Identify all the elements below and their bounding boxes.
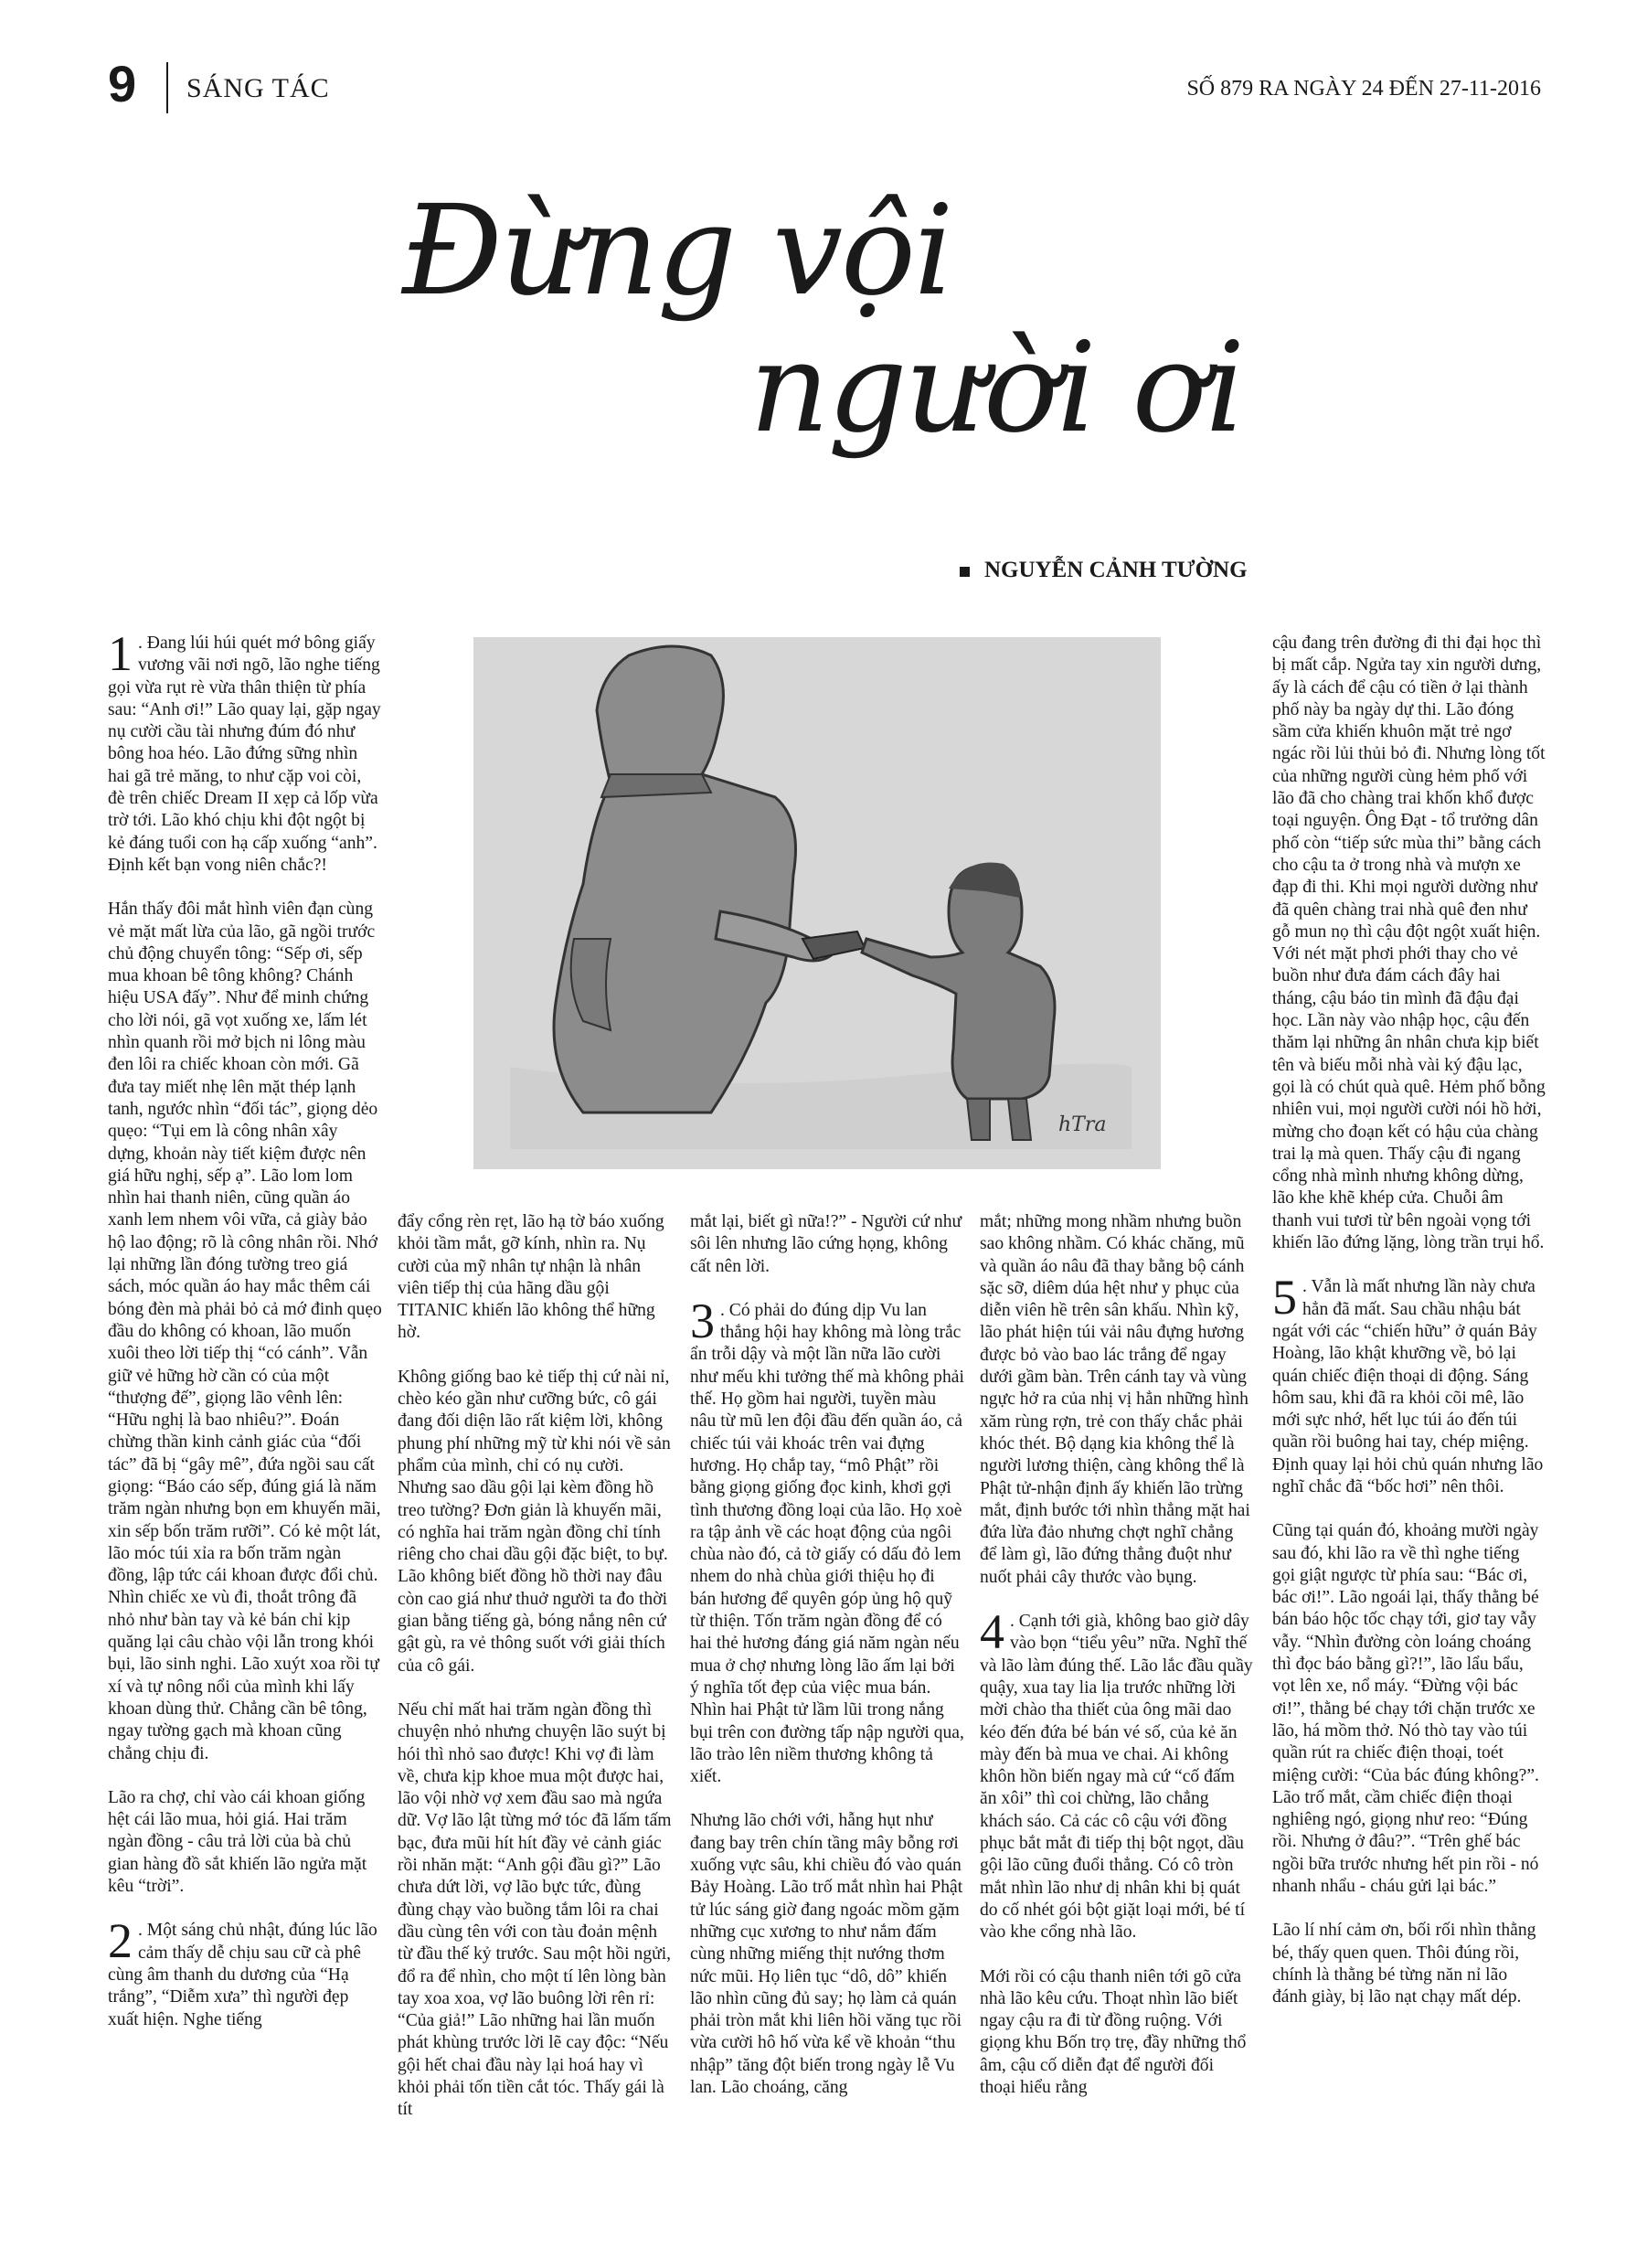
text-column-2 [398, 1211, 672, 2208]
text-column-1 [108, 633, 382, 2205]
article-illustration [473, 637, 1161, 1169]
paragraph: mắt; những mong nhầm nhưng buồn sao không nhầm. Có khác chăng, mũ và quần áo nâu đã thay bằng bộ cánh sặc sỡ, diêm dúa hệt như y phục của diễn viên hề trên sân khấu. Nhìn kỹ, lão phát hiện túi vải nâu đựng hương được bỏ vào bao lác trắng để ngay dưới gầm bàn. Trên cánh tay và vùng ngực hở ra của nhị vị hẳn những hình xăm rùng rợn, trẻ con thấy chắc phải khóc thét. Bộ dạng kia không thể là người lương thiện, càng không thể là Phật tử-nhận định ấy khiến lão trừng mắt, định bước tới nhìn thẳng mặt hai đứa lừa đảo nhưng chợt nghĩ chẳng để làm gì, lão đứng thẳng đuột như nuốt phải cây thước vào bụng. [980, 1212, 1250, 1587]
dropcap-number: 5 [1272, 1270, 1297, 1326]
paragraph: 4 . Cạnh tới già, không bao giờ dây vào bọn “tiểu yêu” nữa. Nghĩ thế và lão làm đúng thế. Lão lắc đầu quầy quậy, xua tay lia lịa trước những lời mời chào tha thiết của ông mãi dao kéo đến đứa bé bán vé số, của kẻ ăn mày đến bà mua ve chai. Ai không khôn hồn biến ngay mà cứ “cố đấm ăn xôi” thì coi chừng, lão chẳng khách sáo. Cả các cô cậu với đồng phục bắt mắt đi tiếp thị bột ngọt, dầu gội lão cũng đuổi thẳng. Có cô tròn mắt nhìn lão như dị nhân khi bị quát do cố nhét gói bột giặt loại mới, bé tí vào khe cổng nhà lão. [980, 1604, 1253, 1943]
paragraph: đẩy cổng rèn rẹt, lão hạ tờ báo xuống khỏi tầm mắt, gỡ kính, nhìn ra. Nụ cười của mỹ nhân tự nhận là nhân viên tiếp thị của hãng dầu gội TITANIC khiến lão không thể hững hờ. [398, 1212, 664, 1343]
paragraph: Mới rồi có cậu thanh niên tới gõ cửa nhà lão kêu cứu. Thoạt nhìn lão biết ngay cậu ra đi từ đồng ruộng. Với giọng khu Bốn trọ trẹ, đầy những thổ âm, cậu cố diễn đạt để người đối thoại hiểu rằng [980, 1966, 1247, 2097]
page-header [108, 57, 1541, 121]
dropcap-number: 4 [980, 1604, 1004, 1660]
article-title [402, 179, 1316, 461]
byline-square-icon [960, 567, 970, 577]
text-column-5 [1272, 633, 1546, 2205]
paragraph: Lão lí nhí cảm ơn, bối rối nhìn thằng bé, thấy quen quen. Thôi đúng rồi, chính là thằng bé từng năn nỉ lão đánh giày, bị lão nạt chạy mất dép. [1272, 1921, 1536, 2007]
text-column-4 [980, 1211, 1254, 2208]
paragraph: 2 . Một sáng chủ nhật, đúng lúc lão cảm thấy dễ chịu sau cữ cà phê cùng âm thanh du dương của “Hạ trắng”, “Diễm xưa” thì người đẹp xuất hiện. Nghe tiếng [108, 1913, 377, 2029]
author-name: NGUYỄN CẢNH TƯỜNG [984, 558, 1248, 582]
section-name: SÁNG TÁC [186, 73, 330, 103]
page-number: 9 [108, 55, 137, 112]
text-column-3 [690, 1211, 964, 2208]
dropcap-number: 1 [108, 633, 133, 681]
title-line-2: người ơi [749, 316, 1244, 461]
dropcap-number: 2 [108, 1913, 133, 1969]
byline [960, 558, 1248, 583]
header-divider [166, 62, 168, 113]
paragraph: Hắn thấy đôi mắt hình viên đạn cùng vẻ mặt mất lừa của lão, gã ngồi trước chủ động chuyển tông: “Sếp ơi, sếp mua khoan bê tông không? Chánh hiệu USA đấy”. Như để minh chứng cho lời nói, gã vọt xuống xe, lấm lét nhìn quanh rồi mở bịch ni lông màu đen lôi ra chiếc khoan còn mới. Gã đưa tay miết nhẹ lên mặt thép lạnh tanh, ngước nhìn “đối tác”, giọng dẻo quẹo: “Tụi em là công nhân xây dựng, khoản này tiết kiệm được nên giá hữu nghị, sếp ạ”. Lão lom lom nhìn hai thanh niên, cũng quần áo xanh lem nhem vôi vữa, cả giày bảo hộ lao động; rõ là công nhân rồi. Nhớ lại những lần đóng tường treo giá sách, móc quần áo hay mắc thêm cái bóng đèn mà phải bỏ cả mớ đinh quẹo đầu do không có khoan, lão muốn xuôi theo lời tiếp thị “có cánh”. Vẫn giữ vẻ hững hờ cần có của một “thượng đế”, giọng lão vênh lên: “Hữu nghị là bao nhiêu?”. Đoán chừng thần kinh cảnh giác của “đối tác” đã bị “gây mê”, đứa ngồi sau cất giọng: “Báo cáo sếp, đúng giá là năm trăm ngàn nhưng bọn em khuyến mãi, xin sếp bốn trăm rưỡi”. Có kẻ một lát, lão móc túi xỉa ra bốn trăm ngàn đồng, lập tức cái khoan được đổi chủ. Nhìn chiếc xe vù đi, thoắt trông đã nhỏ như bàn tay và kẻ bán chỉ kịp quăng lại câu chào vội lẫn trong khói bụi, lão sinh nghi. Lão xuýt xoa rồi tự xí và tự nông nổi của mình khi lấy khoan dùng thử. Chẳng cần bê tông, ngay tường gạch mà khoan cũng chẳng chịu đi. [108, 900, 382, 1763]
paragraph: mắt lại, biết gì nữa!?” - Người cứ như sôi lên nhưng lão cứng họng, không cất nên lời. [690, 1212, 962, 1276]
paragraph: cậu đang trên đường đi thi đại học thì bị mất cắp. Ngửa tay xin người dưng, ấy là cách để cậu có tiền ở lại thành phố này ba ngày dự thi. Lão đóng sầm cửa khiến khuôn mặt trẻ ngơ ngác rồi lủi thủi bỏ đi. Nhưng lòng tốt của những người cùng hẻm phố với lão đã cho chàng trai khốn khổ được toại nguyện. Ông Đạt - tổ trưởng dân phố còn “tiếp sức mùa thi” bằng cách cho cậu ta ở trong nhà và mượn xe đạp đi thi. Khi mọi người dường như đã quên chàng trai nhà quê đen như gỗ mun nọ thì cậu đột ngột xuất hiện. Với nét mặt phơi phới thay cho vẻ buồn như đưa đám cách đây hai tháng, cậu báo tin mình đã đậu đại học. Lần này vào nhập học, cậu đến thăm lại những ân nhân chưa kịp biết tên và biếu mỗi nhà vài ký đậu lạc, gọi là có chút quà quê. Hẻm phố bỗng nhiên vui, mọi người cười nói hồ hởi, mừng cho đoạn kết có hậu của chàng trai lạ mà quen. Thấy cậu đi ngang cổng nhà mình nhưng không dừng, lão khe khẽ khép cửa. Chuỗi âm thanh vui tươi từ bên ngoài vọng tới khiến lão đứng lặng, lòng trần trụi hổ. [1272, 634, 1546, 1253]
paragraph: Nhưng lão chới với, hẫng hụt như đang bay trên chín tầng mây bỗng rơi xuống vực sâu, khi chiều đó vào quán Bảy Hoàng. Lão trố mắt nhìn hai Phật tử lúc sáng giờ đang ngoác mồm gặm những cục xương to như nắm đấm cùng những miếng thịt nướng thơm nức mũi. Họ liên tục “dô, dô” khiến lão nhìn cũng đủ say; họ làm cả quán phải tròn mắt khi liên hồi văng tục rồi vừa cười hô hố vừa kể về khoản “thu nhập” tăng đột biến trong ngày lễ Vu lan. Lão choáng, căng [690, 1811, 963, 2097]
paragraph: Lão ra chợ, chỉ vào cái khoan giống hệt cái lão mua, hỏi giá. Hai trăm ngàn đồng - câu trả lời của bà chủ gian hàng đồ sắt khiến lão ngửa mặt kêu “trời”. [108, 1787, 367, 1897]
title-line-1: Đừng vội [402, 179, 952, 324]
paragraph: 3 . Có phải do đúng dịp Vu lan thắng hội hay không mà lòng trắc ẩn trỗi dậy và một lần nữa lão cười như mếu khi tưởng thế mà không phải thế. Họ gồm hai người, tuyền màu nâu từ mũ len đội đầu đến quần áo, cả chiếc túi vải khoác trên vai đựng hương. Họ chắp tay, “mô Phật” rồi bằng giọng giống đọc kinh, khơi gợi tình thương đồng loại của lão. Họ xoè ra tập ảnh về các hoạt động của ngôi chùa nào đó, cả tờ giấy có dấu đỏ lem nhem do nhà chùa giới thiệu họ đi bán hương để quyên góp ủng hộ quỹ từ thiện. Tốn trăm ngàn đồng để có hai thẻ hương đáng giá năm ngàn nếu mua ở chợ nhưng lòng lão ấm lại bởi ý nghĩa tốt đẹp của việc mua bán. Nhìn hai Phật tử lầm lũi trong nắng bụi trên con đường tấp nập người qua, lão trào lên niềm thương không tả xiết. [690, 1293, 964, 1787]
paragraph: Không giống bao kẻ tiếp thị cứ nài nỉ, chèo kéo gần như cưỡng bức, cô gái đang đối diện lão rất kiệm lời, không phung phí những mỹ từ khi nói về sản phẩm của mình, chỉ có nụ cười. Nhưng sao dầu gội lại kèm đồng hồ treo tường? Đơn giản là khuyến mãi, có nghĩa hai trăm ngàn đồng chỉ tính riêng cho chai dầu gội đặc biệt, to bự. Lão không biết đồng hồ thời nay đâu còn cao giá như thuở người ta đo thời gian bằng tiếng gà, bóng nắng nên cứ gật gù, ra vẻ thông suốt với giải thích của cô gái. [398, 1367, 671, 1676]
paragraph: 1 . Đang lúi húi quét mớ bông giấy vương vãi nơi ngõ, lão nghe tiếng gọi vừa rụt rè vừa thân thiện từ phía sau: “Anh ơi!” Lão quay lại, gặp ngay nụ cười cầu tài nhưng đúm đó như bông hoa héo. Lão đứng sững nhìn hai gã trẻ măng, to như cặp voi còi, đè trên chiếc Dream II xẹp cả lốp vừa trờ tới. Lão khó chịu khi đột ngột bị kẻ đáng tuổi con hạ cấp xuống “anh”. Định kết bạn vong niên chắc?! [108, 633, 381, 875]
illustration-signature: hTra [1058, 1113, 1107, 1136]
paragraph: Cũng tại quán đó, khoảng mười ngày sau đó, khi lão ra về thì nghe tiếng gọi giật ngược từ phía sau: “Bác ơi, bác ơi!”. Lão ngoái lại, thấy thằng bé bán báo hộc tốc chạy tới, giơ tay vẫy vẫy. “Nhìn đường còn loáng choáng thì đọc báo bằng gì?!”, lão lẩu bẩu, vọt lên xe, nổ máy. “Đừng vội bác ơi!”, thằng bé chạy tới chặn trước xe lão, há mồm thở. Nó thò tay vào túi quần rút ra chiếc điện thoại, toét miệng cười: “Của bác đúng không?”. Lão trố mắt, cầm chiếc điện thoại nghiêng ngó, giọng như reo: “Đúng rồi. Nhưng ở đâu?”. “Trên ghế bác ngồi bữa trước nhưng hết pin rồi - nó nhanh nhẩu - cháu gửi lại bác.” [1272, 1521, 1539, 1897]
dropcap-number: 3 [690, 1293, 715, 1348]
paragraph: Nếu chỉ mất hai trăm ngàn đồng thì chuyện nhỏ nhưng chuyện lão suýt bị hói thì nhỏ sao được! Khi vợ đi làm về, chưa kịp khoe mua một được hai, lão vội nhờ vợ xem đầu sao mà ngứa dữ. Vợ lão lật từng mớ tóc đã lấm tấm bạc, đưa mũi hít hít đầy vẻ cảnh giác rồi nhăn mặt: “Anh gội đầu gì?” Lão chưa dứt lời, vợ lão bực tức, đùng đùng chạy vào buồng tắm lôi ra chai dầu cùng tên với con tàu đoản mệnh từ đầu thế kỷ trước. Sau một hồi ngửi, đổ ra để nhìn, cho một tí lên lòng bàn tay xoa xoa, vợ lão buông lời rên rỉ: “Của giả!” Lão những hai lần muốn phát khùng trước lời lẽ cay độc: “Nếu gội hết chai đầu này lại hoá hay vì khỏi phải tốn tiền cắt tóc. Thấy gái là tít [398, 1699, 672, 2120]
illustration-drawing [473, 637, 1161, 1169]
issue-info: SỐ 879 RA NGÀY 24 ĐẾN 27-11-2016 [1186, 77, 1541, 101]
paragraph: 5 . Vẫn là mất nhưng lần này chưa hẳn đã mất. Sau chầu nhậu bát ngát với các “chiến hữu” ở quán Bảy Hoàng, lão khật khưỡng về, bỏ lại quán chiếc điện thoại di động. Sáng hôm sau, khi đã ra khỏi cõi mê, lão mới sực nhớ, hết lục túi áo đến túi quần rồi buông hai tay, chép miệng. Định quay lại hỏi chủ quán nhưng lão nghĩ chắc đã “bốc hơi” nên thôi. [1272, 1270, 1544, 1496]
